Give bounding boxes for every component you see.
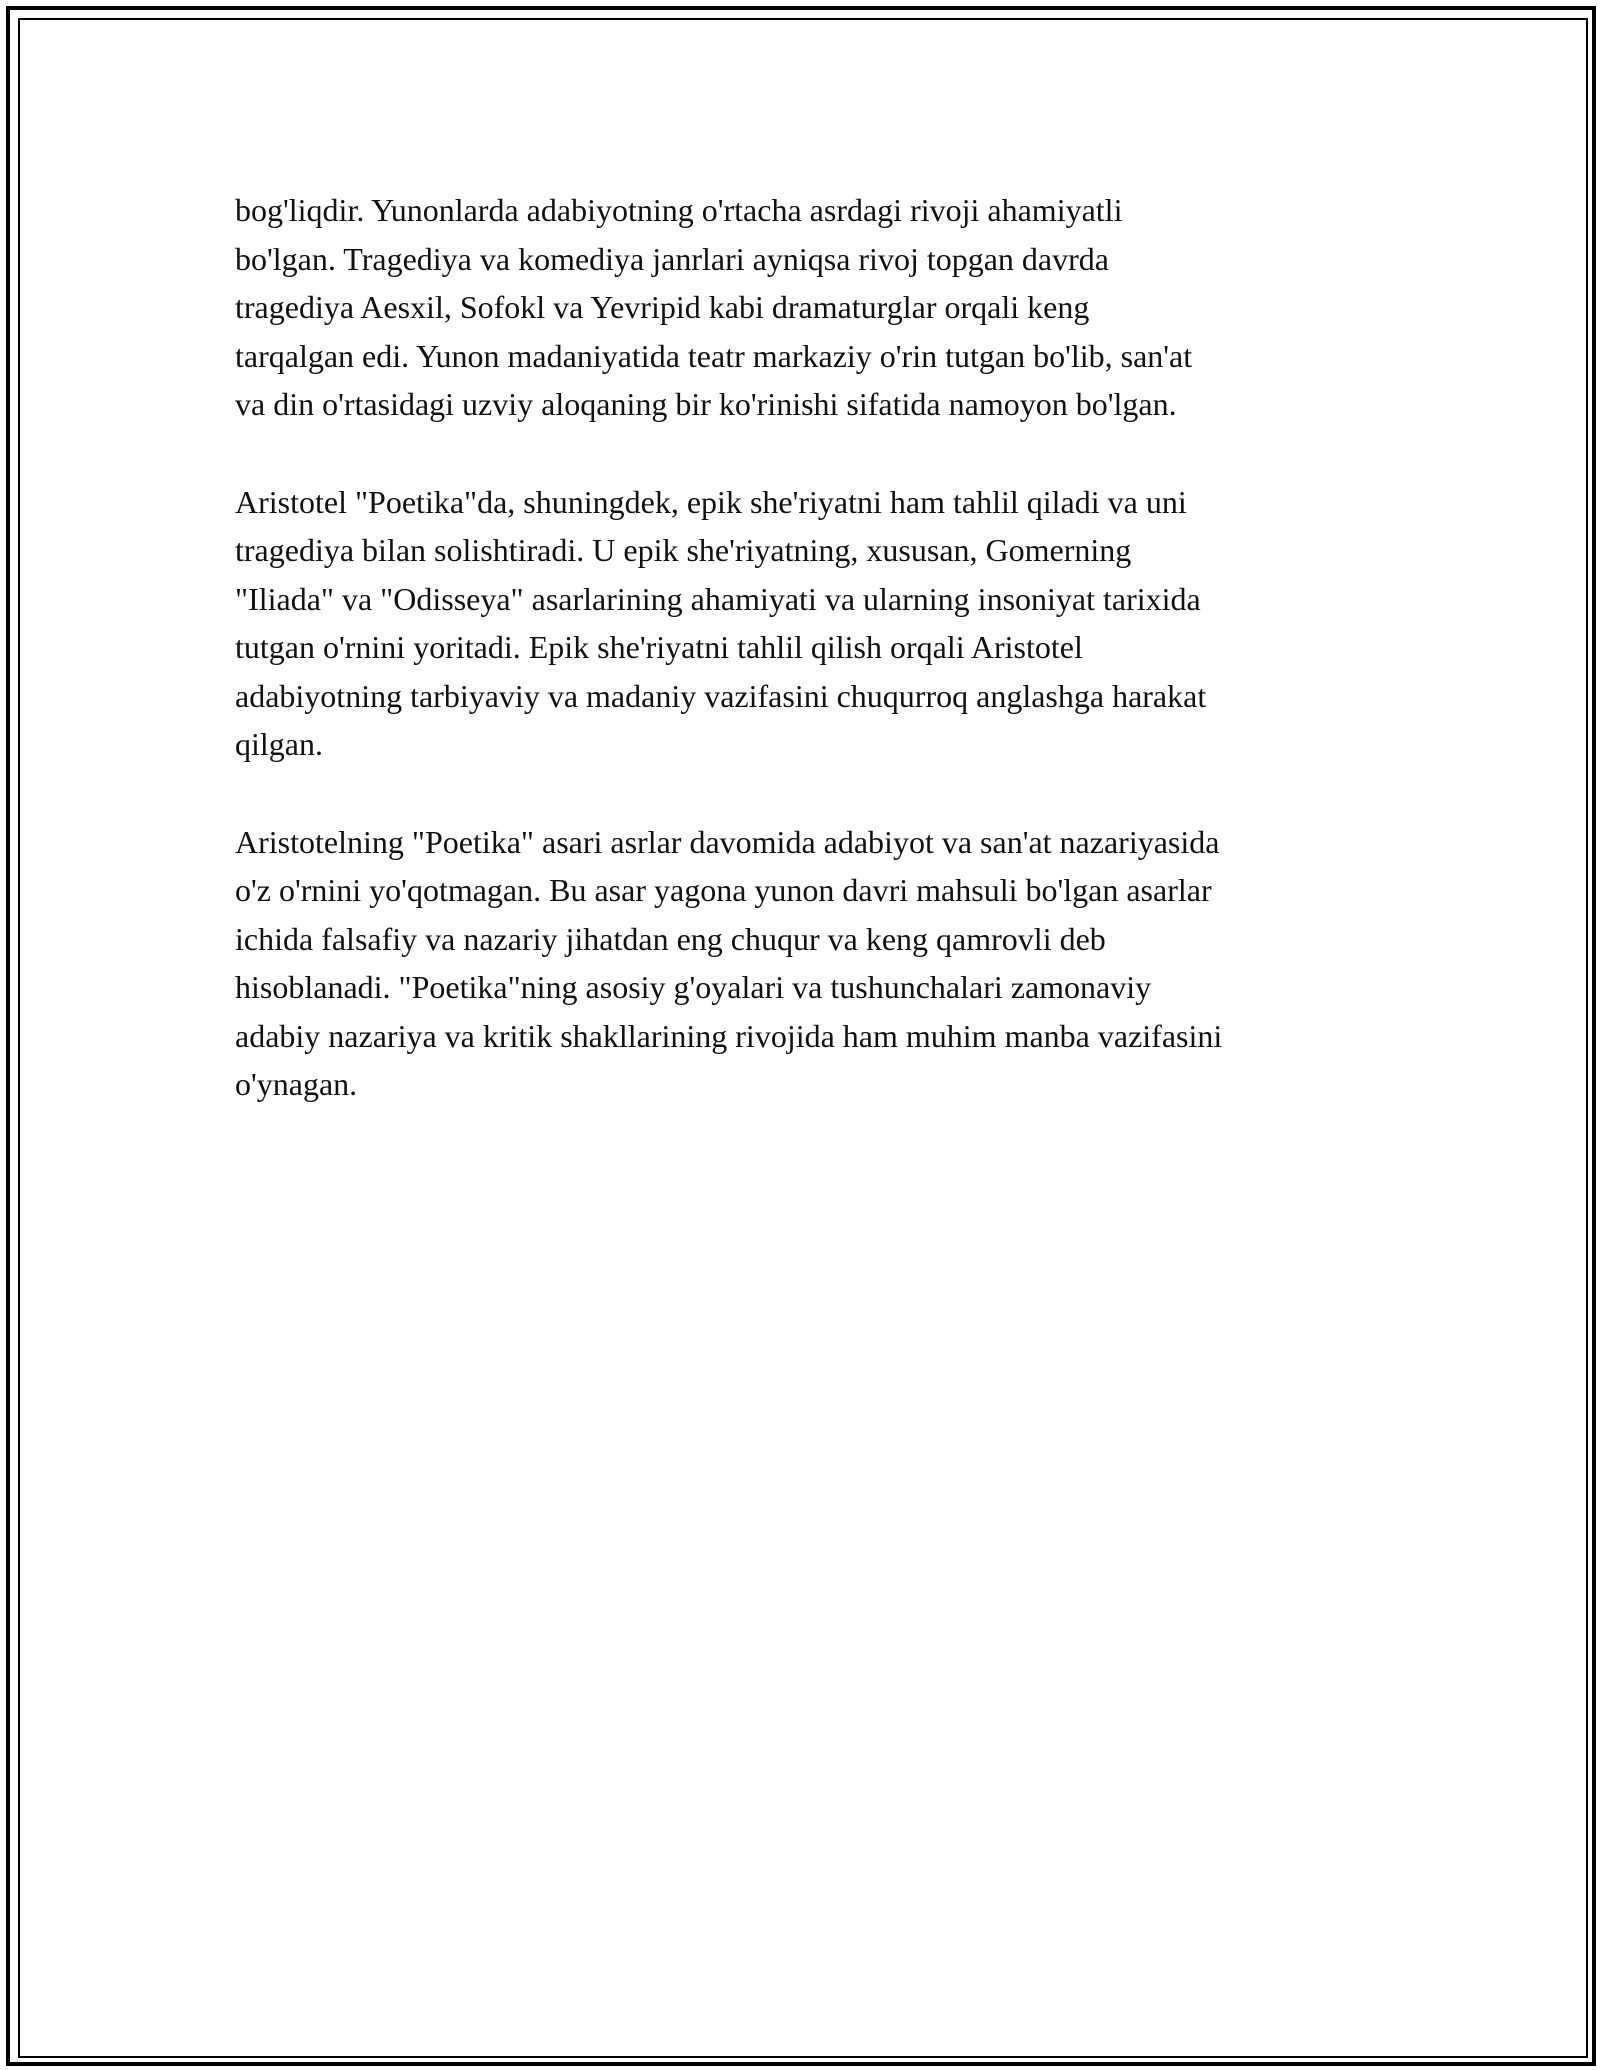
document-body: [235, 186, 1385, 1158]
text-line: tragediya Aesxil, Sofokl va Yevripid kabi dramaturglar orqali keng: [235, 289, 1090, 325]
text-line: tragediya bilan solishtiradi. U epik she'riyatning, xususan, Gomerning: [235, 532, 1132, 568]
text-line: hisoblanadi. "Poetika"ning asosiy g'oyalari va tushunchalari zamonaviy: [235, 969, 1152, 1005]
text-line: "Iliada" va "Odisseya" asarlarining ahamiyati va ularning insoniyat tarixida: [235, 580, 1201, 617]
text-line: tarqalgan edi. Yunon madaniyatida teatr markaziy o'rin tutgan bo'lib, san'at: [235, 337, 1193, 374]
text-line: adabiyotning tarbiyaviy va madaniy vazifasini chuqurroq anglashga harakat: [235, 677, 1207, 714]
text-line: o'ynagan.: [235, 1066, 358, 1102]
text-line: bo'lgan. Tragediya va komediya janrlari ayniqsa rivoj topgan davrda: [235, 240, 1109, 277]
paragraph-1: [235, 186, 1385, 429]
text-line: o'z o'rnini yo'qotmagan. Bu asar yagona yunon davri mahsuli bo'lgan asarlar: [235, 872, 1212, 908]
text-line: Aristotelning "Poetika" asari asrlar davomida adabiyot va san'at nazariyasida: [235, 823, 1220, 860]
text-line: Aristotel "Poetika"da, shuningdek, epik she'riyatni ham tahlil qiladi va uni: [235, 483, 1187, 520]
paragraph-3: [235, 818, 1385, 1109]
text-line: va din o'rtasidagi uzviy aloqaning bir ko'rinishi sifatida namoyon bo'lgan.: [235, 386, 1177, 422]
paragraph-2: [235, 478, 1385, 769]
text-line: adabiy nazariya va kritik shakllarining rivojida ham muhim manba vazifasini: [235, 1017, 1223, 1054]
text-line: ichida falsafiy va nazariy jihatdan eng chuqur va keng qamrovli deb: [235, 920, 1106, 957]
text-line: bog'liqdir. Yunonlarda adabiyotning o'rtacha asrdagi rivoji ahamiyatli: [235, 192, 1123, 228]
text-line: tutgan o'rnini yoritadi. Epik she'riyatni tahlil qilish orqali Aristotel: [235, 629, 1083, 665]
text-line: qilgan.: [235, 726, 323, 762]
